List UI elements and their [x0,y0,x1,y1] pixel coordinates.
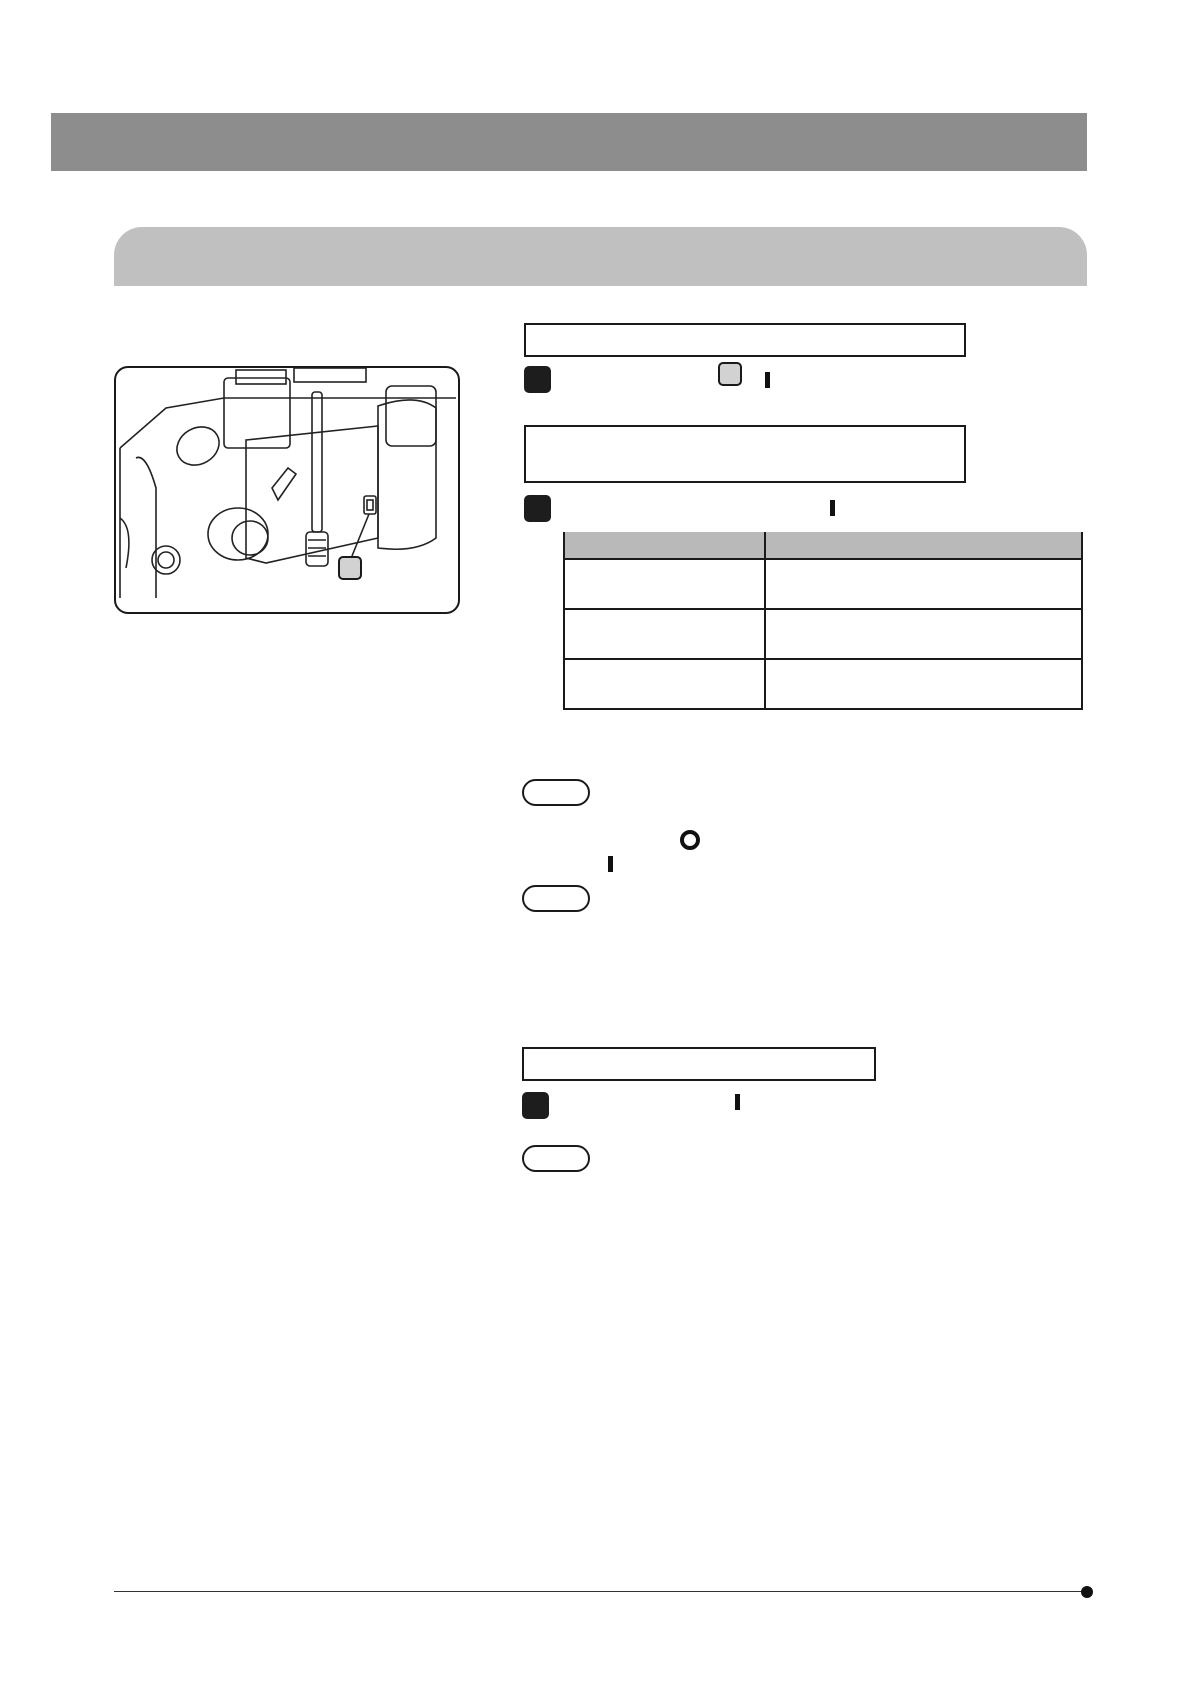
table-row [564,559,1082,609]
note-label-3 [522,1145,590,1172]
procedure-title-box-1 [524,323,966,357]
microscope-drawing [116,368,458,612]
step-marker-2 [524,495,551,522]
section-header-bar [114,227,1087,286]
step-marker-3 [522,1092,549,1119]
note-label-1 [522,779,590,806]
table-cell [765,659,1082,709]
procedure-title-box-2 [524,425,966,483]
table-row [564,609,1082,659]
inline-callout-icon [718,362,742,386]
table-header-row [564,532,1082,559]
footer-dot-icon [1081,1586,1093,1598]
switch-on-icon [830,500,835,516]
microscope-figure [114,366,460,614]
footer-rule [114,1591,1087,1592]
figure-callout-1 [338,556,362,580]
procedure-title-box-3 [522,1047,876,1081]
table-header-cell [765,532,1082,559]
switch-on-icon [765,372,770,388]
table-cell [564,659,765,709]
chapter-header-bar [51,113,1087,171]
table-cell [765,559,1082,609]
switch-on-icon [608,856,613,872]
table-cell [564,559,765,609]
switch-off-icon [680,830,700,850]
step-marker-1 [524,366,551,393]
info-table [563,532,1083,710]
switch-on-icon [735,1094,740,1110]
table-header-cell [564,532,765,559]
table-cell [564,609,765,659]
note-label-2 [522,885,590,912]
table-row [564,659,1082,709]
table-cell [765,609,1082,659]
